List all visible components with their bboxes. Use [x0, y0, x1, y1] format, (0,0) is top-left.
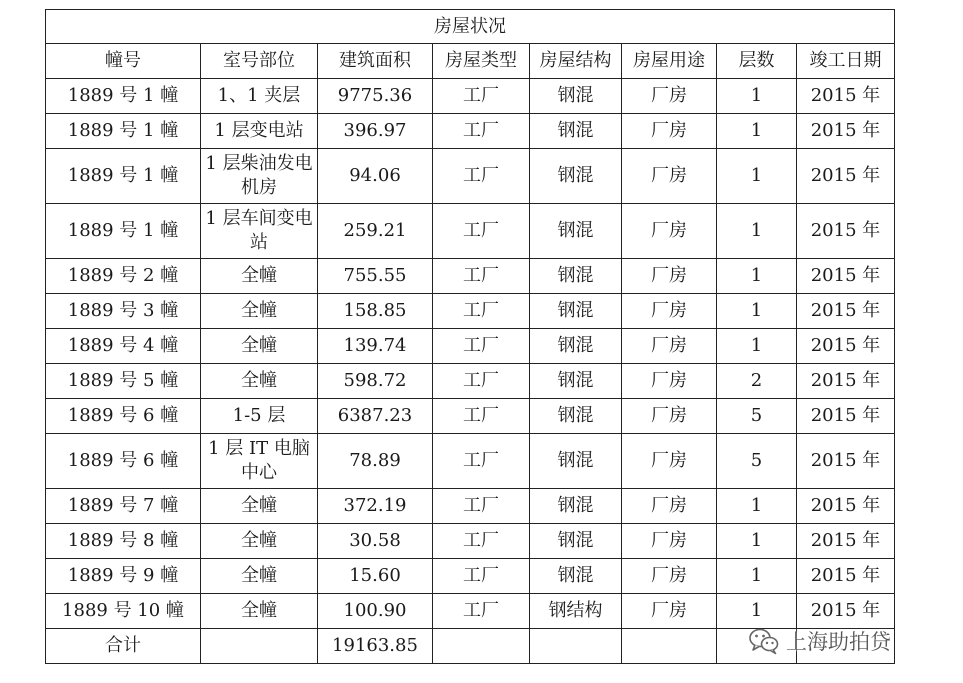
- cell-house-structure: 钢混: [530, 434, 622, 489]
- cell-floor-area: 9775.36: [318, 79, 433, 114]
- cell-completion-date: 2015 年: [797, 294, 895, 329]
- cell-floors: 2: [717, 364, 797, 399]
- cell-completion-date: 2015 年: [797, 259, 895, 294]
- header-floors: 层数: [717, 44, 797, 79]
- cell-house-type: 工厂: [433, 79, 530, 114]
- cell-room-location: 全幢: [201, 364, 318, 399]
- cell-house-type: 工厂: [433, 399, 530, 434]
- cell-floors: 5: [717, 399, 797, 434]
- table-title-row: [46, 10, 895, 44]
- cell-house-type: 工厂: [433, 259, 530, 294]
- table-body: [46, 10, 895, 664]
- cell-house-structure: 钢混: [530, 364, 622, 399]
- cell-room-location: 全幢: [201, 489, 318, 524]
- cell-house-structure: 钢混: [530, 204, 622, 259]
- cell-house-usage: 厂房: [622, 364, 717, 399]
- cell-floors: 5: [717, 434, 797, 489]
- cell-completion-date: 2015 年: [797, 364, 895, 399]
- cell-building-no: 1889 号 10 幢: [46, 594, 201, 629]
- cell-floors: 1: [717, 559, 797, 594]
- cell-building-no: 1889 号 9 幢: [46, 559, 201, 594]
- cell-room-location: 1 层 IT 电脑中心: [201, 434, 318, 489]
- cell-house-type: 工厂: [433, 594, 530, 629]
- cell-completion-date: 2015 年: [797, 114, 895, 149]
- cell-house-usage: 厂房: [622, 524, 717, 559]
- cell-room-location: 全幢: [201, 594, 318, 629]
- cell-room-location: 全幢: [201, 329, 318, 364]
- cell-floors: 1: [717, 294, 797, 329]
- cell-floor-area: 139.74: [318, 329, 433, 364]
- table-row: [46, 294, 895, 329]
- cell-floor-area: 755.55: [318, 259, 433, 294]
- cell-house-structure: 钢混: [530, 79, 622, 114]
- table-title: 房屋状况: [46, 10, 895, 44]
- cell-house-type: 工厂: [433, 364, 530, 399]
- cell-room-location: 全幢: [201, 524, 318, 559]
- cell-floors: 1: [717, 259, 797, 294]
- cell-completion-date: 2015 年: [797, 489, 895, 524]
- cell-completion-date: 2015 年: [797, 594, 895, 629]
- table-row: [46, 559, 895, 594]
- cell-house-usage: 厂房: [622, 399, 717, 434]
- cell-house-usage: 厂房: [622, 79, 717, 114]
- cell-house-usage: 厂房: [622, 149, 717, 204]
- cell-house-type: 工厂: [433, 329, 530, 364]
- header-house-type: 房屋类型: [433, 44, 530, 79]
- cell-house-type: 工厂: [433, 559, 530, 594]
- cell-floors: 1: [717, 114, 797, 149]
- cell-house-type: 工厂: [433, 294, 530, 329]
- cell-house-structure: 钢混: [530, 149, 622, 204]
- table-row: [46, 204, 895, 259]
- cell-completion-date: 2015 年: [797, 79, 895, 114]
- cell-building-no: 1889 号 2 幢: [46, 259, 201, 294]
- cell-house-usage: 厂房: [622, 434, 717, 489]
- cell-building-no: 1889 号 1 幢: [46, 79, 201, 114]
- cell-house-usage: 厂房: [622, 294, 717, 329]
- total-house-type: [433, 629, 530, 664]
- cell-building-no: 1889 号 5 幢: [46, 364, 201, 399]
- cell-floors: 1: [717, 149, 797, 204]
- cell-completion-date: 2015 年: [797, 434, 895, 489]
- cell-building-no: 1889 号 6 幢: [46, 434, 201, 489]
- table-row: [46, 489, 895, 524]
- header-room-location: 室号部位: [201, 44, 318, 79]
- cell-house-structure: 钢混: [530, 399, 622, 434]
- cell-house-structure: 钢混: [530, 524, 622, 559]
- cell-building-no: 1889 号 3 幢: [46, 294, 201, 329]
- house-status-table: [45, 9, 895, 664]
- cell-room-location: 全幢: [201, 294, 318, 329]
- cell-floor-area: 259.21: [318, 204, 433, 259]
- total-house-structure: [530, 629, 622, 664]
- table-row: [46, 364, 895, 399]
- cell-house-usage: 厂房: [622, 259, 717, 294]
- cell-building-no: 1889 号 1 幢: [46, 204, 201, 259]
- cell-house-type: 工厂: [433, 204, 530, 259]
- cell-floor-area: 100.90: [318, 594, 433, 629]
- table-row: [46, 524, 895, 559]
- cell-room-location: 1 层柴油发电机房: [201, 149, 318, 204]
- cell-house-structure: 钢混: [530, 294, 622, 329]
- cell-floor-area: 78.89: [318, 434, 433, 489]
- cell-floors: 1: [717, 524, 797, 559]
- cell-completion-date: 2015 年: [797, 559, 895, 594]
- table-row: [46, 399, 895, 434]
- cell-house-type: 工厂: [433, 114, 530, 149]
- cell-house-usage: 厂房: [622, 594, 717, 629]
- cell-floors: 1: [717, 329, 797, 364]
- total-label: 合计: [46, 629, 201, 664]
- cell-building-no: 1889 号 7 幢: [46, 489, 201, 524]
- cell-room-location: 1 层车间变电站: [201, 204, 318, 259]
- header-house-structure: 房屋结构: [530, 44, 622, 79]
- cell-completion-date: 2015 年: [797, 329, 895, 364]
- cell-room-location: 1 层变电站: [201, 114, 318, 149]
- total-house-usage: [622, 629, 717, 664]
- cell-floor-area: 30.58: [318, 524, 433, 559]
- cell-house-type: 工厂: [433, 489, 530, 524]
- watermark-text: 上海助拍贷: [786, 630, 891, 654]
- watermark: [748, 623, 891, 659]
- table-row: [46, 114, 895, 149]
- cell-floor-area: 396.97: [318, 114, 433, 149]
- cell-house-type: 工厂: [433, 434, 530, 489]
- cell-house-structure: 钢混: [530, 329, 622, 364]
- cell-building-no: 1889 号 8 幢: [46, 524, 201, 559]
- cell-building-no: 1889 号 1 幢: [46, 114, 201, 149]
- header-row: [46, 44, 895, 79]
- cell-building-no: 1889 号 6 幢: [46, 399, 201, 434]
- cell-room-location: 1、1 夹层: [201, 79, 318, 114]
- header-house-usage: 房屋用途: [622, 44, 717, 79]
- cell-house-usage: 厂房: [622, 489, 717, 524]
- cell-floor-area: 6387.23: [318, 399, 433, 434]
- header-building-no: 幢号: [46, 44, 201, 79]
- table-row: [46, 79, 895, 114]
- cell-floors: 1: [717, 79, 797, 114]
- cell-floor-area: 372.19: [318, 489, 433, 524]
- cell-house-usage: 厂房: [622, 559, 717, 594]
- table-row: [46, 259, 895, 294]
- cell-completion-date: 2015 年: [797, 399, 895, 434]
- cell-room-location: 全幢: [201, 259, 318, 294]
- cell-floor-area: 158.85: [318, 294, 433, 329]
- cell-house-type: 工厂: [433, 149, 530, 204]
- table-row: [46, 434, 895, 489]
- total-room-location: [201, 629, 318, 664]
- cell-house-usage: 厂房: [622, 114, 717, 149]
- cell-room-location: 1-5 层: [201, 399, 318, 434]
- header-completion-date: 竣工日期: [797, 44, 895, 79]
- wechat-icon: [748, 627, 780, 655]
- cell-house-structure: 钢结构: [530, 594, 622, 629]
- table-row: [46, 329, 895, 364]
- cell-floor-area: 598.72: [318, 364, 433, 399]
- table-row: [46, 149, 895, 204]
- cell-building-no: 1889 号 4 幢: [46, 329, 201, 364]
- cell-completion-date: 2015 年: [797, 524, 895, 559]
- cell-completion-date: 2015 年: [797, 149, 895, 204]
- cell-floor-area: 15.60: [318, 559, 433, 594]
- cell-house-structure: 钢混: [530, 114, 622, 149]
- cell-house-structure: 钢混: [530, 559, 622, 594]
- cell-floors: 1: [717, 594, 797, 629]
- cell-house-structure: 钢混: [530, 489, 622, 524]
- cell-floor-area: 94.06: [318, 149, 433, 204]
- cell-house-structure: 钢混: [530, 259, 622, 294]
- cell-house-type: 工厂: [433, 524, 530, 559]
- cell-room-location: 全幢: [201, 559, 318, 594]
- cell-house-usage: 厂房: [622, 329, 717, 364]
- cell-house-usage: 厂房: [622, 204, 717, 259]
- cell-floors: 1: [717, 489, 797, 524]
- cell-building-no: 1889 号 1 幢: [46, 149, 201, 204]
- header-floor-area: 建筑面积: [318, 44, 433, 79]
- cell-completion-date: 2015 年: [797, 204, 895, 259]
- cell-floors: 1: [717, 204, 797, 259]
- total-area: 19163.85: [318, 629, 433, 664]
